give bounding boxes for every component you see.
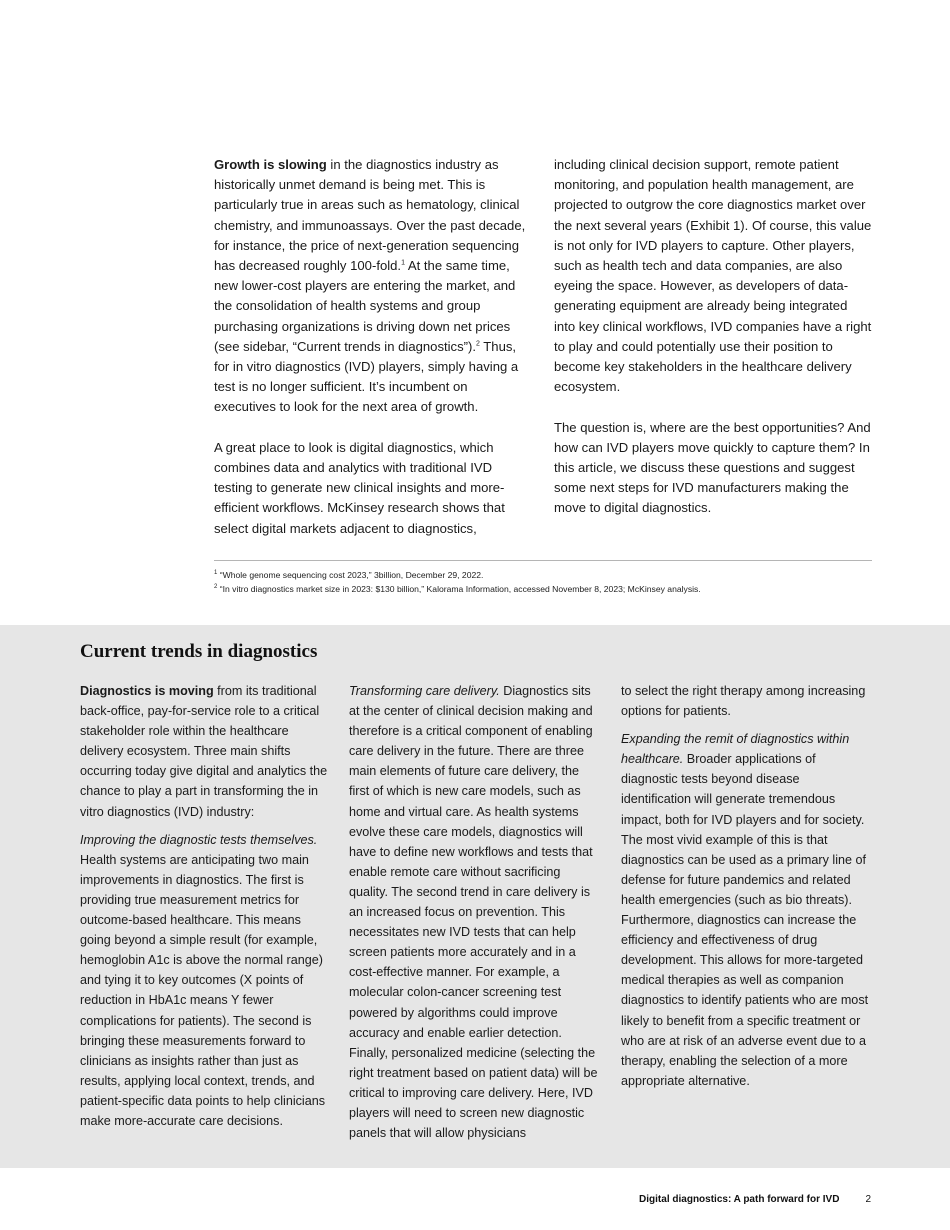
sidebar-paragraph: to select the right therapy among increasing options for patients. — [621, 684, 866, 719]
sidebar-column-1 — [80, 681, 332, 1139]
footnote-ref-2: 2 — [476, 340, 480, 348]
footnote-text: “In vitro diagnostics market size in 2023: $130 billion,” Kalorama Information, accessed November 8, 2023; McKinsey analysis. — [217, 584, 701, 595]
intro-text: in the diagnostics industry as historically unmet demand is being met. This is particularly true in areas such as hematology, clinical chemistry, and immunoassays. Over the past decade, for instance, the price of next-generation sequencing has decreased roughly 100-fold. — [214, 157, 526, 274]
sidebar-subhead: Expanding the remit of diagnostics within healthcare. — [621, 732, 850, 767]
sidebar-text: Diagnostics sits at the center of clinical decision making and therefore is a critical component of enabling care delivery in the future. There are three main elements of future care delivery, the first of which is new care models, such as home and virtual care. As health systems evolve these care models, diagnostics will have to define new workflows and tests that enable remote care without sacrificing quality. The second trend in care delivery is an increased focus on prevention. This necessitates new IVD tests that can help screen patients more accurately and in a cost-effective manner. For example, a molecular colon-cancer screening test powered by algorithms could improve accuracy and enable earlier detection. Finally, personalized medicine (selecting the right treatment based on patient data) will be critical to improving care delivery. Here, IVD players will need to screen new diagnostic panels that will allow physicians — [349, 684, 598, 1141]
intro-lead-text: Growth is slowing — [214, 157, 327, 172]
sidebar-text: from its traditional back-office, pay-for-service role to a critical stakeholder role within the healthcare delivery ecosystem. Three main shifts occurring today give digital and analytics the chance to play a part in transforming the in vitro diagnostics (IVD) industry: — [80, 684, 328, 819]
sidebar-subhead: Transforming care delivery. — [349, 684, 500, 698]
intro-paragraph-3: including clinical decision support, remote patient monitoring, and population health management, are projected to outgrow the core diagnostics market over the next several years (Exhibit 1). Of course, this value is not only for IVD players to capture. Other players, such as health tech and data companies, are also eyeing the space. However, as developers of data-generating equipment are already being integrated into key clinical workflows, IVD companies have a right to play and could potentially use their position to become key stakeholders in the healthcare delivery ecosystem. — [554, 157, 872, 395]
intro-text: Thus, for in vitro diagnostics (IVD) players, simply having a test is no longer sufficient. It’s incumbent on executives to look for the next area of growth. — [214, 338, 519, 415]
intro-section — [214, 155, 872, 539]
sidebar-column-2 — [349, 681, 601, 1151]
sidebar-paragraph — [349, 681, 601, 1143]
sidebar-paragraph — [80, 681, 332, 822]
intro-paragraph-2: A great place to look is digital diagnostics, which combines data and analytics with traditional IVD testing to generate new clinical insights and more-efficient workflows. McKinsey research shows that select digital markets adjacent to diagnostics, — [214, 439, 505, 536]
sidebar-column-3 — [621, 681, 873, 1099]
sidebar-text: Health systems are anticipating two main improvements in diagnostics. The first is providing true measurement metrics for outcome-based healthcare. This means going beyond a simple result (for example, hemoglobin A1c is above the normal range) and tying it to key outcomes (X points of reduction in HbA1c means Y fewer complications for patients). The second is bringing these measurements forward to clinicians as insights rather than just as results, applying local context, trends, and patient-specific data points to help clinicians make more-accurate care decisions. — [80, 852, 326, 1128]
footnote-2 — [214, 581, 872, 595]
footnotes — [214, 560, 872, 596]
page-number: 2 — [865, 1194, 871, 1205]
sidebar-paragraph — [621, 729, 873, 1091]
intro-text: At the same time, new lower-cost players are entering the market, and the consolidation of health systems and group purchasing organizations is driving down net prices (see sidebar, “Current trends in diagnostics”). — [214, 258, 516, 354]
sidebar-box — [0, 625, 950, 1168]
sidebar-title: Current trends in diagnostics — [80, 641, 318, 662]
footnote-number: 2 — [214, 584, 218, 591]
intro-paragraph-1 — [214, 155, 532, 418]
footnote-ref-1: 1 — [401, 259, 405, 267]
sidebar-text: Broader applications of diagnostic tests beyond disease identification will generate tremendous impact, both for IVD players and for society. The most vivid example of this is that diagnostics can be used as a primary line of defense for future pandemics and related health emergencies (such as bio threats). Furthermore, diagnostics can increase the efficiency and effectiveness of drug development. This allows for more-targeted medical therapies as well as companion diagnostics to identify patients who are most likely to benefit from a specific treatment or who are at risk of an adverse event due to a therapy, enabling the selection of a more appropriate alternative. — [621, 752, 869, 1088]
sidebar-subhead: Improving the diagnostic tests themselves. — [80, 832, 318, 847]
sidebar-paragraph — [80, 830, 332, 1131]
footnote-number: 1 — [214, 570, 218, 576]
intro-paragraph-4: The question is, where are the best opportunities? And how can IVD players move quickly to capture them? In this article, we discuss these questions and suggest some next steps for IVD manufacturers making the move to digital diagnostics. — [554, 419, 871, 516]
page-footer — [639, 1194, 871, 1205]
intro-column-right — [554, 155, 872, 539]
sidebar-lead-text: Diagnostics is moving — [80, 684, 214, 698]
intro-column-left — [214, 155, 532, 539]
footnote-text: “Whole genome sequencing cost 2023,” 3billion, December 29, 2022. — [217, 569, 484, 580]
footnote-1 — [214, 567, 872, 581]
footer-title: Digital diagnostics: A path forward for IVD — [639, 1194, 840, 1205]
